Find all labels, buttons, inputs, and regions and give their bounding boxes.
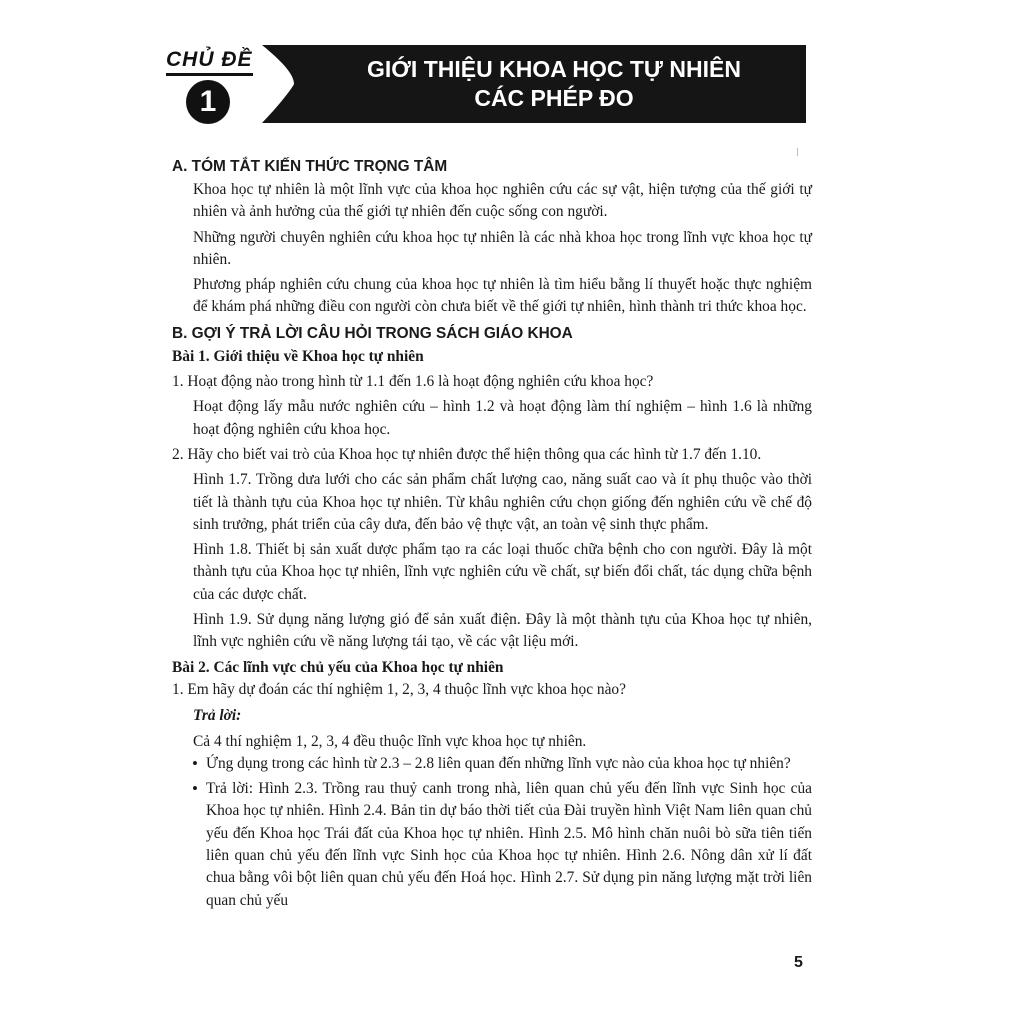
title-text <box>302 55 806 113</box>
title-line-2: CÁC PHÉP ĐO <box>474 85 634 111</box>
section-a-paragraph-1: Khoa học tự nhiên là một lĩnh vực của khoa học nghiên cứu các sự vật, hiện tượng của thế giới tự nhiên và ảnh hưởng của thế giới tự nhiên đến cuộc sống con người. <box>193 181 812 221</box>
bai2-question-1: 1. Em hãy dự đoán các thí nghiệm 1, 2, 3, 4 thuộc lĩnh vực khoa học nào? <box>172 680 626 698</box>
bai1-question-2: 2. Hãy cho biết vai trò của Khoa học tự nhiên được thể hiện thông qua các hình từ 1.7 đến 1.10. <box>172 445 762 463</box>
bai1-answer-2-hinh-1-9: Hình 1.9. Sử dụng năng lượng gió để sản xuất điện. Đây là một thành tựu của Khoa học tự nhiên, lĩnh vực nghiên cứu về năng lượng tái tạo, về các vật liệu mới. <box>193 611 812 651</box>
bai2-answer-label: Trả lời: <box>193 707 242 725</box>
bai2-bullet-1: • Ứng dụng trong các hình từ 2.3 – 2.8 liên quan đến những lĩnh vực nào của khoa học tự nhiên? <box>172 753 812 775</box>
bai2-bullet-2: • Trả lời: Hình 2.3. Trồng rau thuỷ canh trong nhà, liên quan chủ yếu đến lĩnh vực Sinh học của Khoa học tự nhiên. Hình 2.4. Bản tin dự báo thời tiết của Đài truyền hình Việt Nam liên quan chủ yếu đến Khoa học Trái đất của Khoa học tự nhiên. Hình 2.5. Mô hình chăn nuôi bò sữa tiên tiến liên quan chủ yếu đến lĩnh vực Sinh học của Khoa học tự nhiên. Hình 2.6. Nông dân xử lí đất chua bằng vôi bột liên quan chủ yếu đến Hoá học. Hình 2.7. Sử dụng pin năng lượng mặt trời liên quan chủ yếu <box>172 778 812 912</box>
bai1-title: Bài 1. Giới thiệu về Khoa học tự nhiên <box>172 347 424 365</box>
bai2-answer-1: Cả 4 thí nghiệm 1, 2, 3, 4 đều thuộc lĩnh vực khoa học tự nhiên. <box>193 732 587 750</box>
bai1-answer-1: Hoạt động lấy mẫu nước nghiên cứu – hình 1.2 và hoạt động làm thí nghiệm – hình 1.6 là những hoạt động nghiên cứu khoa học. <box>193 398 812 438</box>
title-banner <box>262 45 806 123</box>
bai1-answer-2-hinh-1-7: Hình 1.7. Trồng dưa lưới cho các sản phẩm chất lượng cao, năng suất cao và ít phụ thuộc vào thời tiết là thành tựu của Khoa học tự nhiên. Từ khâu nghiên cứu chọn giống đến nghiên cứu về chế độ sinh trưởng, phát triển của cây dưa, đến bảo vệ thực vật, an toàn vệ sinh thực phẩm. <box>193 471 812 533</box>
section-a-paragraph-2: Những người chuyên nghiên cứu khoa học tự nhiên là các nhà khoa học trong lĩnh vực khoa học tự nhiên. <box>193 228 812 268</box>
section-a-heading: A. TÓM TẮT KIẾN THỨC TRỌNG TÂM <box>172 158 448 175</box>
page-content <box>172 155 812 912</box>
bai1-question-1: 1. Hoạt động nào trong hình từ 1.1 đến 1.6 là hoạt động nghiên cứu khoa học? <box>172 373 654 391</box>
chapter-number-badge: 1 <box>186 80 230 124</box>
section-b-heading: B. GỢI Ý TRẢ LỜI CÂU HỎI TRONG SÁCH GIÁO KHOA <box>172 324 573 342</box>
page-number: 5 <box>794 954 803 971</box>
bai2-title: Bài 2. Các lĩnh vực chủ yếu của Khoa học tự nhiên <box>172 658 504 676</box>
section-a-paragraph-3: Phương pháp nghiên cứu chung của khoa học tự nhiên là tìm hiểu bằng lí thuyết hoặc thực nghiệm để khám phá những điều con người còn chưa biết về thế giới tự nhiên, hình thành tri thức khoa học. <box>193 276 812 316</box>
chapter-label: CHỦ ĐỀ <box>166 48 253 76</box>
title-line-1: GIỚI THIỆU KHOA HỌC TỰ NHIÊN <box>367 56 741 82</box>
bai1-answer-2-hinh-1-8: Hình 1.8. Thiết bị sản xuất dược phẩm tạo ra các loại thuốc chữa bệnh cho con người. Đây là một thành tựu của Khoa học tự nhiên, lĩnh vực nghiên cứu về chất, sự biến đổi chất, tác dụng chữa bệnh của các dược chất. <box>193 541 812 603</box>
